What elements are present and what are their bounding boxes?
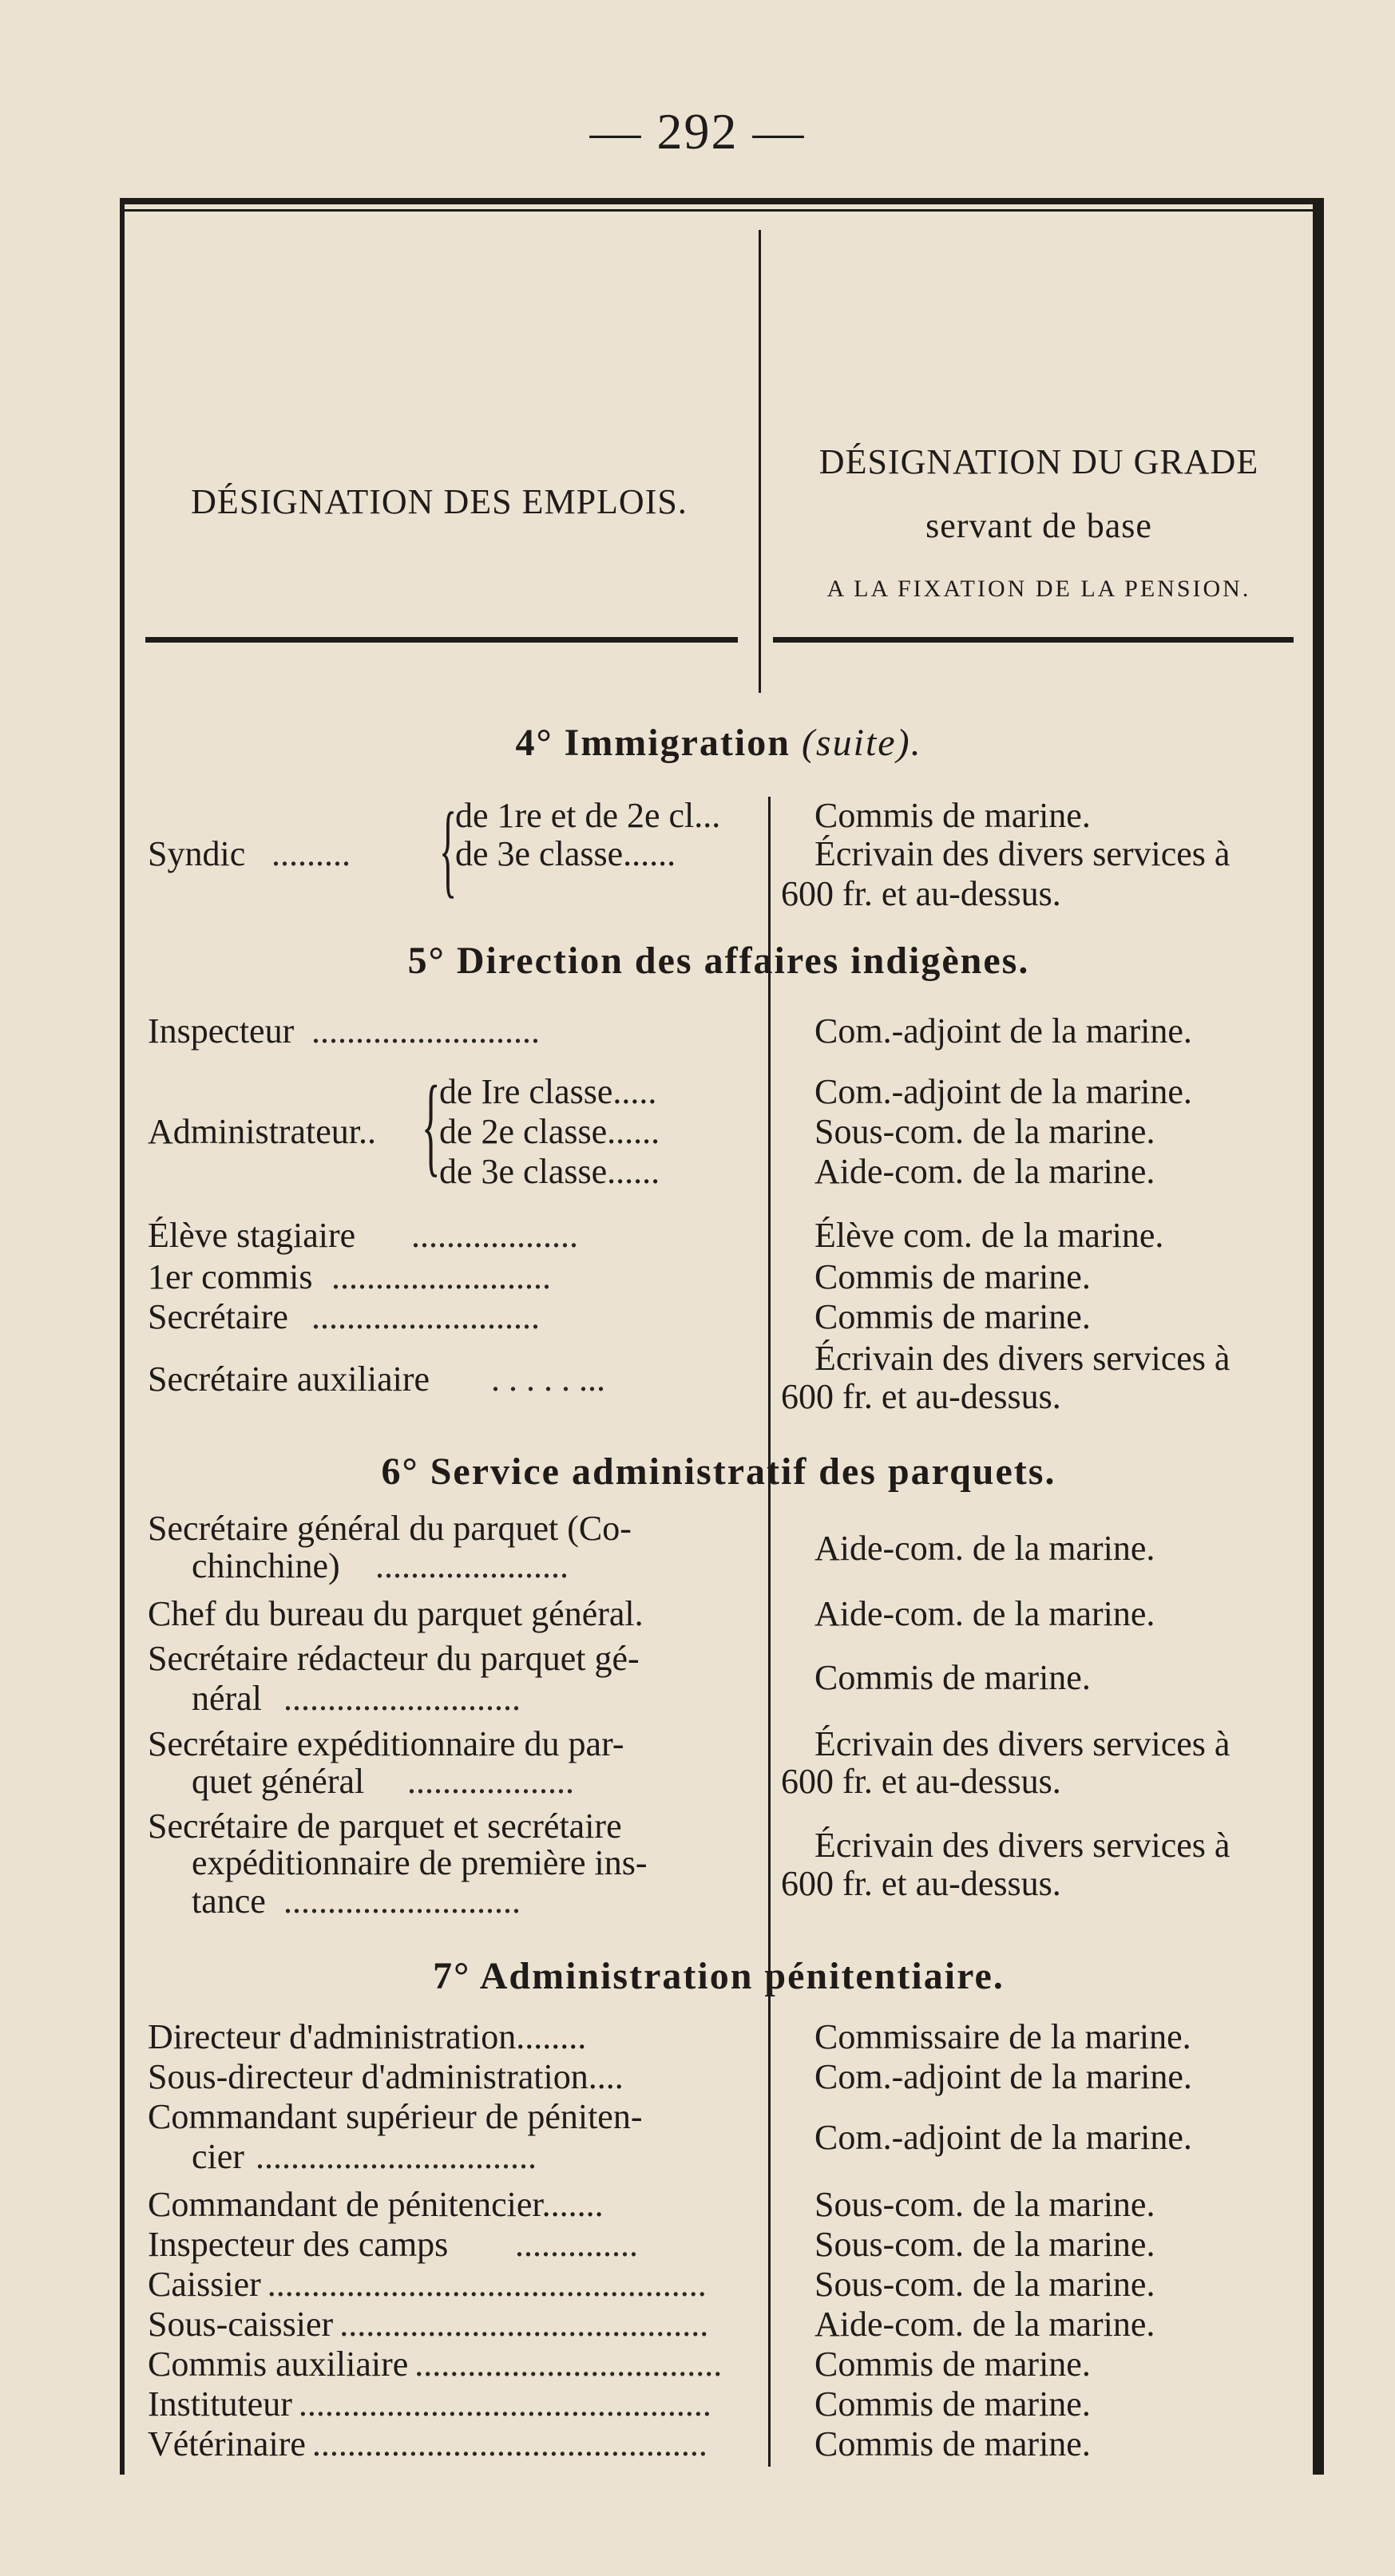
s4-syndic-leader: ......... — [271, 834, 351, 873]
s5-adm2-grade: Sous-com. de la marine. — [814, 1112, 1155, 1151]
s7-row-8-grade: Commis de marine. — [814, 2345, 1091, 2384]
s7-row-4-grade: Sous-com. de la marine. — [814, 2185, 1155, 2224]
s7-row-3: Commandant supérieur de péniten- — [148, 2097, 643, 2136]
section-4-suffix: (suite). — [801, 722, 922, 764]
header-right-line1: DÉSIGNATION DU GRADE — [818, 442, 1259, 481]
s7-row-6-leader: .................................................. — [267, 2265, 707, 2304]
s6-r1-grade: Aide-com. de la marine. — [814, 1529, 1155, 1568]
s6-r4-grade1: Écrivain des divers services à — [814, 1724, 1231, 1763]
s6-r5-grade1: Écrivain des divers services à — [814, 1826, 1231, 1865]
s7-row-9-leader: ............................................... — [298, 2384, 711, 2424]
s6-r3a: Secrétaire rédacteur du parquet gé- — [148, 1639, 640, 1678]
s5-adm2: de 2e classe...... — [439, 1112, 660, 1151]
s7-row-4: Commandant de pénitencier....... — [148, 2185, 604, 2224]
s7-row-1-grade: Commissaire de la marine. — [814, 2017, 1191, 2056]
s7-row-2-grade: Com.-adjoint de la marine. — [814, 2057, 1192, 2096]
s4-brace: { — [439, 790, 458, 908]
s6-r5-leader: ........................... — [283, 1882, 521, 1921]
s4-syndic: Syndic — [148, 834, 246, 873]
header-right-line3: A LA FIXATION DE LA PENSION. — [826, 576, 1251, 602]
s7-row-5: Inspecteur des camps — [148, 2225, 449, 2264]
s7-row-10-grade: Commis de marine. — [814, 2424, 1091, 2463]
s7-row-3-grade: Com.-adjoint de la marine. — [814, 2118, 1192, 2157]
s6-r3-grade: Commis de marine. — [814, 1658, 1091, 1697]
header-column-separator — [759, 230, 761, 693]
s5-secretaire-grade: Commis de marine. — [814, 1297, 1091, 1336]
s5-adm1-grade: Com.-adjoint de la marine. — [814, 1072, 1192, 1111]
s6-r1-leader: ...................... — [375, 1546, 569, 1585]
section-4-title — [120, 721, 1318, 765]
s7-row-5-grade: Sous-com. de la marine. — [814, 2225, 1155, 2264]
top-rule — [120, 198, 1318, 204]
s4-sub1: de 1re et de 2e cl... — [455, 796, 721, 835]
section-4-title-text: 4° Immigration — [515, 722, 791, 764]
s5-secretaire: Secrétaire — [148, 1297, 288, 1336]
s7-row-10-leader: ............................................. — [311, 2424, 707, 2463]
s5-secaux-grade2: 600 fr. et au-dessus. — [781, 1377, 1061, 1416]
s4-grade1: Commis de marine. — [814, 796, 1091, 835]
s6-r5-grade2: 600 fr. et au-dessus. — [781, 1864, 1061, 1903]
s4-grade3: 600 fr. et au-dessus. — [781, 874, 1061, 913]
s6-r4-grade2: 600 fr. et au-dessus. — [781, 1762, 1061, 1801]
s5-adm-brace: { — [422, 1063, 441, 1187]
top-rule-thin — [120, 209, 1318, 212]
s7-row-10: Vétérinaire — [148, 2424, 306, 2463]
table-frame — [120, 198, 1318, 2475]
s7-row-6-grade: Sous-com. de la marine. — [814, 2265, 1155, 2304]
s5-commis: 1er commis — [148, 1257, 313, 1296]
s7-row-9-grade: Commis de marine. — [814, 2384, 1091, 2424]
s5-adm3: de 3e classe...... — [439, 1152, 660, 1191]
page-number: — 292 — — [589, 103, 806, 160]
section-6-title: 6° Service administratif des parquets. — [381, 1450, 1056, 1493]
s7-row-8: Commis auxiliaire — [148, 2345, 409, 2384]
s6-r4-leader: ................... — [407, 1762, 574, 1801]
s7-row-6: Caissier — [148, 2265, 261, 2304]
section-5-title: 5° Direction des affaires indigènes. — [407, 940, 1030, 982]
s7-row-7-grade: Aide-com. de la marine. — [814, 2305, 1155, 2344]
s5-inspecteur-leader: .......................... — [311, 1011, 540, 1051]
s6-r4a: Secrétaire expéditionnaire du par- — [148, 1724, 624, 1763]
s6-r5b: expéditionnaire de première ins- — [192, 1843, 648, 1882]
s7-row-7: Sous-caissier — [148, 2305, 334, 2344]
s5-inspecteur-grade: Com.-adjoint de la marine. — [814, 1011, 1192, 1051]
section-7-title: 7° Administration pénitentiaire. — [433, 1955, 1005, 1997]
s7-row-5-leader: .............. — [515, 2225, 638, 2264]
right-rule — [1313, 198, 1324, 2475]
s6-r2-grade: Aide-com. de la marine. — [814, 1594, 1155, 1633]
s7-row-8-leader: ................................... — [414, 2345, 723, 2384]
s7-row-3-cont: cier — [192, 2137, 244, 2176]
body-column-separator — [768, 797, 771, 2467]
s6-r5a: Secrétaire de parquet et secrétaire — [148, 1806, 622, 1846]
s6-r5c: tance — [192, 1882, 266, 1921]
s5-inspecteur: Inspecteur — [148, 1011, 295, 1051]
s5-commis-leader: ......................... — [331, 1257, 551, 1296]
s5-secaux-leader: . . . . . ... — [491, 1359, 605, 1399]
s7-row-7-leader: .......................................... — [339, 2305, 709, 2344]
header-bar-left — [145, 637, 738, 643]
header-left: DÉSIGNATION DES EMPLOIS. — [191, 482, 688, 521]
s7-row-1: Directeur d'administration........ — [148, 2017, 587, 2056]
s6-r1b: chinchine) — [192, 1546, 340, 1585]
s5-eleve-grade: Élève com. de la marine. — [814, 1216, 1164, 1255]
s7-row-2: Sous-directeur d'administration.... — [148, 2057, 624, 2096]
s5-administrateur: Administrateur.. — [148, 1112, 376, 1151]
s5-secaux-grade1: Écrivain des divers services à — [814, 1339, 1231, 1378]
s5-secaux: Secrétaire auxiliaire — [148, 1359, 430, 1399]
s7-row-9: Instituteur — [148, 2384, 292, 2424]
header-right-line2: servant de base — [925, 506, 1152, 545]
s7-row-3-leader: ................................ — [256, 2137, 537, 2176]
s5-eleve: Élève stagiaire — [148, 1216, 356, 1255]
s6-r2: Chef du bureau du parquet général. — [148, 1594, 644, 1633]
left-rule — [120, 198, 125, 2475]
s6-r1a: Secrétaire général du parquet (Co- — [148, 1509, 632, 1548]
s5-adm1: de Ire classe..... — [439, 1072, 657, 1111]
s6-r4b: quet général — [192, 1762, 365, 1801]
s6-r3-leader: ........................... — [283, 1679, 521, 1718]
s5-eleve-leader: ................... — [411, 1216, 578, 1255]
s4-sub2: de 3e classe...... — [455, 834, 676, 873]
s5-secretaire-leader: .......................... — [311, 1297, 540, 1336]
s6-r3b: néral — [192, 1679, 262, 1718]
s5-commis-grade: Commis de marine. — [814, 1257, 1091, 1296]
header-bar-right — [773, 637, 1294, 643]
s4-grade2: Écrivain des divers services à — [814, 834, 1231, 873]
s5-adm3-grade: Aide-com. de la marine. — [814, 1152, 1155, 1191]
